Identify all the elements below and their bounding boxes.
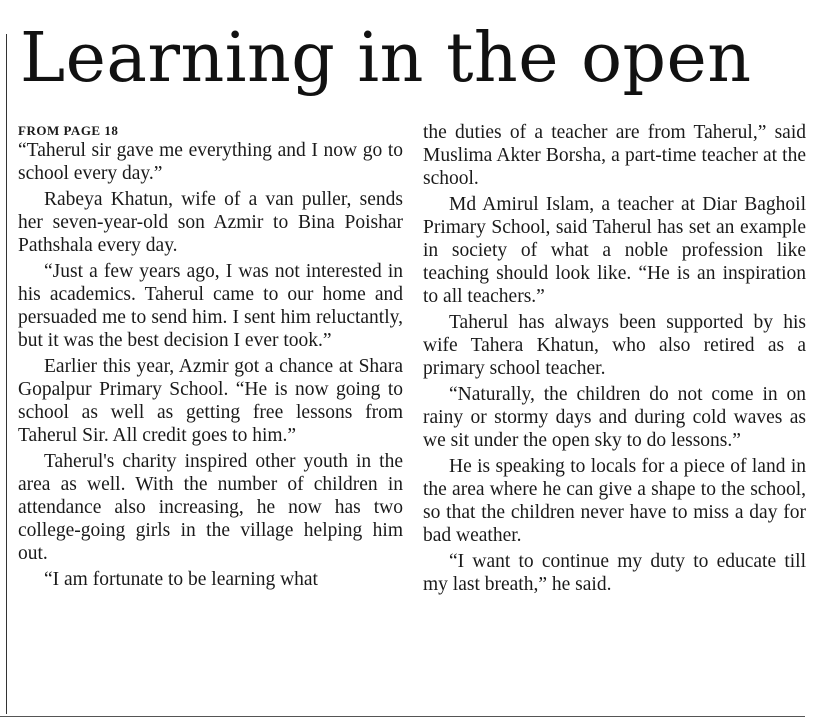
left-column-rule — [6, 34, 7, 714]
headline: Learning in the open — [20, 19, 752, 98]
paragraph: “I want to continue my duty to educate till my last breath,” he said. — [423, 551, 806, 595]
paragraph: “Just a few years ago, I was not interested in his academics. Taherul came to our home and persuaded me to send him. I sent him reluctantly, but it was the best decision I ever took.” — [18, 261, 403, 351]
bottom-rule — [0, 716, 805, 717]
paragraph: He is speaking to locals for a piece of land in the area where he can give a shape to the school, so that the children never have to miss a day for bad weather. — [423, 456, 806, 546]
paragraph: “Taherul sir gave me everything and I now go to school every day.” — [18, 140, 403, 184]
paragraph: Rabeya Khatun, wife of a van puller, sends her seven-year-old son Azmir to Bina Poishar Pathshala every day. — [18, 189, 403, 256]
paragraph: Md Amirul Islam, a teacher at Diar Baghoil Primary School, said Taherul has set an example in society of what a noble profession like teaching should look like. “He is an inspiration to all teachers.” — [423, 194, 806, 307]
right-column — [423, 121, 806, 599]
paragraph: Earlier this year, Azmir got a chance at Shara Gopalpur Primary School. “He is now going to school as well as getting free lessons from Taherul Sir. All credit goes to him.” — [18, 356, 403, 446]
paragraph: Taherul has always been supported by his wife Tahera Khatun, who also retired as a primary school teacher. — [423, 312, 806, 379]
continuation-label: FROM PAGE 18 — [18, 123, 119, 138]
paragraph: Taherul's charity inspired other youth in the area as well. With the number of children in attendance also increasing, he now has two college-going girls in the village helping him out. — [18, 451, 403, 564]
left-column — [18, 122, 403, 594]
paragraph: the duties of a teacher are from Taherul,” said Muslima Akter Borsha, a part-time teacher at the school. — [423, 122, 806, 189]
paragraph: “Naturally, the children do not come in on rainy or stormy days and during cold waves as we sit under the open sky to do lessons.” — [423, 384, 806, 451]
paragraph: “I am fortunate to be learning what — [44, 569, 318, 590]
